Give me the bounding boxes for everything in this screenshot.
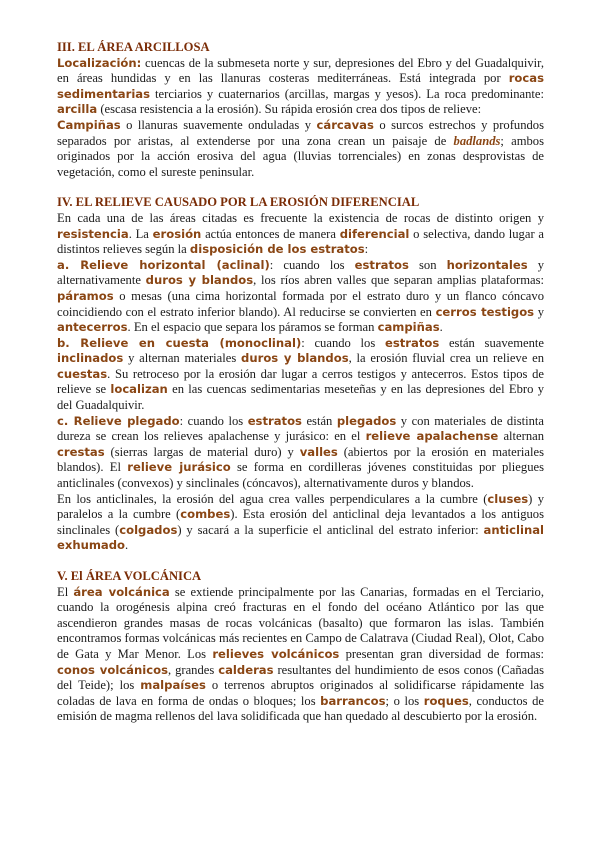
body-text: o selectiva, dando lugar a distintos relieves según la (57, 226, 545, 257)
body-text: , la erosión fluvial crea un relieve en (348, 351, 544, 366)
body-text: están (301, 413, 337, 428)
key-term: roques (423, 693, 469, 708)
body-text: En los anticlinales, la erosión del agua crea valles perpendiculares a la cumbre ( (57, 491, 488, 506)
key-term: horizontales (446, 257, 528, 272)
body-text: . (439, 320, 443, 335)
key-term: anticlinal exhumado (57, 522, 544, 553)
key-term: cluses (487, 491, 529, 506)
body-text: (sierras largas de material duro) y (104, 444, 300, 459)
section-heading-area-arcillosa: III. EL ÁREA ARCILLOSA (57, 40, 210, 54)
key-term: campiñas (377, 320, 440, 335)
key-term: conos volcánicos (57, 662, 168, 677)
paragraph-area-volcanica (57, 585, 544, 725)
body-text: . En el espacio que separa los páramos se forman (127, 320, 378, 335)
paragraph-relieve-plegado (57, 414, 544, 492)
key-term: páramos (57, 288, 114, 303)
body-text: son (408, 257, 447, 272)
body-text: alternan (498, 429, 544, 444)
body-text: . Su retroceso por la erosión dar lugar a cerros testigos y antecerros. Estos tipos de relieve se (57, 366, 544, 397)
body-text: o surcos estrechos y profundos separados por aristas, al extenderse por una zona crean un paisaje de (57, 117, 544, 148)
paragraph-erosion-intro (57, 211, 544, 258)
body-text: están suavemente (439, 335, 544, 350)
body-text: resultantes del hundimiento de esos conos (Cañadas del Teide); los (57, 662, 544, 693)
key-term: relieve jurásico (127, 460, 231, 475)
body-text: ) y paralelos a la cumbre ( (57, 491, 544, 522)
key-term: cerros testigos (435, 304, 535, 319)
body-text: o llanuras suavemente onduladas y (120, 117, 317, 132)
body-text: ; ambos originados por la acción erosiva del agua (lluvias torrenciales) en zonas desprovistas de vegetación, como el sureste peninsular. (57, 133, 544, 179)
key-term: b. Relieve en cuesta (monoclinal) (57, 335, 302, 350)
key-term: erosión (152, 226, 202, 241)
section-heading-erosion-diferencial: IV. EL RELIEVE CAUSADO POR LA EROSIÓN DIFERENCIAL (57, 195, 420, 210)
key-term: resistencia (57, 226, 129, 241)
body-text: se forma en cordilleras jóvenes constituidas por pliegues anticlinales (convexos) y sinclinales (cóncavos), alternativamente duros y blandos. (57, 460, 544, 491)
key-term: c. Relieve plegado (57, 413, 180, 428)
key-term: duros y blandos (241, 351, 349, 366)
paragraph-relieve-horizontal (57, 258, 544, 336)
key-term: malpaíses (140, 678, 206, 693)
key-term: antecerros (57, 320, 128, 335)
key-term: relieve apalachense (365, 429, 499, 444)
key-term: rocas sedimentarias (57, 71, 544, 101)
body-text: cuencas de la submeseta norte y sur, depresiones del Ebro y del Guadalquivir, en áreas hundidas y en las llanuras costeras mediterráneas. Está integrada por (57, 55, 544, 86)
key-term: relieves volcánicos (212, 646, 340, 661)
key-term: combes (180, 507, 231, 522)
paragraph-campinas-carcavas (57, 118, 544, 180)
body-text: En cada una de las áreas citadas es frecuente la existencia de rocas de distinto origen y (57, 210, 544, 225)
body-text: , conductos de emisión de magma rellenos del lava solidificada que han quedado al descubierto por la erosión. (57, 693, 544, 724)
key-term: cárcavas (316, 117, 374, 132)
body-text: . La (128, 226, 153, 241)
key-term: valles (299, 444, 338, 459)
key-term: duros y blandos (145, 273, 254, 288)
key-term: localizan (110, 382, 168, 397)
body-text: ; o los (385, 693, 424, 708)
body-text: o mesas (una cima horizontal formada por el estrato duro y un flanco cóncavo coincidiendo con el estrato inferior blando). Al reducirse se convierten en (57, 288, 544, 319)
body-text: actúa entonces de manera (201, 226, 340, 241)
body-text: ). Esta erosión del anticlinal deja levantados a los antiguos sinclinales ( (57, 507, 544, 537)
body-text: (escasa resistencia a la erosión). Su rápida erosión crea dos tipos de relieve: (97, 102, 482, 117)
key-term: estratos (247, 413, 302, 428)
key-term: barrancos (320, 693, 386, 708)
key-term: arcilla (57, 102, 98, 117)
body-text: El (57, 584, 74, 599)
body-text: y alternan materiales (123, 351, 242, 366)
body-text: : cuando los (269, 257, 355, 272)
paragraph-relieve-cuesta (57, 336, 544, 414)
key-term: calderas (218, 662, 274, 677)
key-term: a. Relieve horizontal (aclinal) (57, 257, 270, 272)
key-term: cuestas (57, 366, 108, 381)
body-text: ) y sacará a la superficie el anticlinal del estrato inferior: (177, 522, 484, 537)
key-term: crestas (57, 444, 105, 459)
section-heading-area-volcanica: V. El ÁREA VOLCÁNICA (57, 569, 202, 583)
key-term: estratos (384, 335, 440, 350)
key-term: Localización: (57, 55, 142, 70)
body-text: : cuando los (179, 413, 248, 428)
paragraph-anticlinales (57, 492, 544, 554)
body-text: : (364, 242, 369, 257)
body-text: se extiende principalmente por las Canarias, formadas en el Terciario, cuando la orogénesis alpina creó fracturas en el fondo del océano Atlántico por las que ascendieron grandes masas de rocas volcánicas (basalto) que formaron las islas. También encontramos formas volcánicas más recientes en Campo de Calatrava (Ciudad Real), Olot, Cabo de Gata y Mar Menor. Los (57, 584, 544, 661)
body-text: y (534, 304, 545, 319)
key-term: inclinados (57, 351, 124, 366)
emphasized-term: badlands (453, 133, 501, 148)
body-text: y alternativamente (57, 257, 545, 288)
key-term: Campiñas (57, 117, 121, 132)
body-text: , los ríos abren valles que separan amplias plataformas: (253, 273, 544, 288)
key-term: plegados (336, 413, 397, 428)
body-text: (abiertos por la erosión en materiales blandos). El (57, 444, 544, 475)
paragraph-localizacion (57, 56, 544, 118)
body-text: . (125, 538, 129, 553)
body-text: , grandes (167, 662, 219, 677)
body-text: y con materiales de distinta dureza se crean los relieves apalachense y jurásico: en el (57, 413, 544, 444)
key-term: diferencial (339, 226, 410, 241)
body-text: en las cuencas sedimentarias meseteñas y en las depresiones del Ebro y del Guadalquivir. (57, 382, 545, 413)
key-term: disposición de los estratos (189, 242, 365, 257)
body-text: terciarios y cuaternarios (arcillas, margas y yesos). La roca predominante: (150, 86, 544, 101)
key-term: estratos (354, 257, 409, 272)
body-text: o terrenos abruptos originados al solidificarse rápidamente las coladas de lava en forma de ondas o bloques; los (57, 678, 545, 708)
key-term: colgados (119, 522, 178, 537)
body-text: presentan gran diversidad de formas: (339, 646, 544, 661)
key-term: área volcánica (73, 584, 170, 599)
body-text: : cuando los (301, 335, 385, 350)
